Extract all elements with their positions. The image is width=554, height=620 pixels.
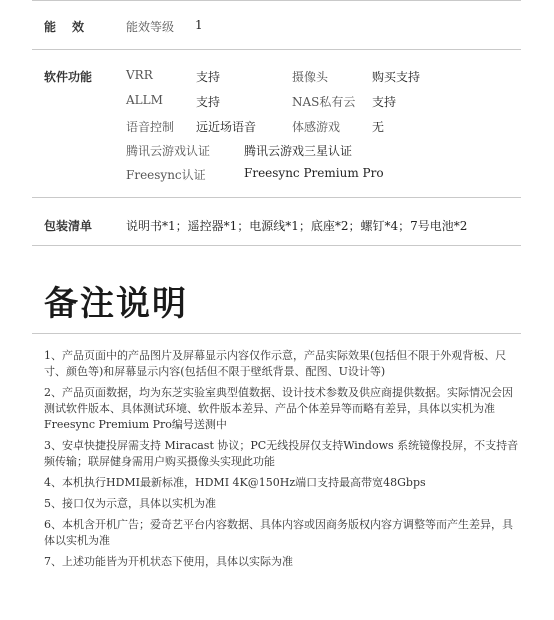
freesync-key: Freesync认证 xyxy=(126,168,206,182)
software-value: 支持 xyxy=(372,95,397,109)
remark-item: 1、产品页面中的产品图片及屏幕显示内容仅作示意，产品实际效果(包括但不限于外观背板、尺寸、颜色等)和屏幕显示内容(包括但不限于壁纸背景、配图、U设计等) xyxy=(44,349,507,378)
software-key: ALLM xyxy=(126,93,163,107)
remark-item: 7、上述功能皆为开机状态下使用，具体以实际为准 xyxy=(44,555,293,568)
remarks-list xyxy=(44,348,522,575)
remark-item: 6、本机含开机广告；爱奇艺平台内容数据、具体内容或因商务版权内容方调整等而产生差异，具体以实机为准 xyxy=(44,518,513,547)
divider xyxy=(32,197,521,198)
remark-item: 3、安卓快捷投屏需支持 Miracast 协议；PC无线投屏仅支持Windows 系统镜像投屏，不支持音频传输；联屏健身需用户购买摄像头实现此功能 xyxy=(44,439,519,468)
remark-item: 5、接口仅为示意，具体以实机为准 xyxy=(44,497,216,510)
software-key: VRR xyxy=(126,68,153,82)
package-value: 说明书*1；遥控器*1；电源线*1；底座*2；螺钉*4；7号电池*2 xyxy=(126,219,468,233)
divider xyxy=(32,0,521,1)
software-key: 摄像头 xyxy=(292,70,329,84)
software-value: 远近场语音 xyxy=(196,120,257,134)
software-value: 支持 xyxy=(196,95,221,109)
divider xyxy=(32,245,521,246)
remark-item: 2、产品页面数据，均为东芝实验室典型值数据、设计技术参数及供应商提供数据。实际情况会因测试软件版本、具体测试环境、软件版本差异、产品个体差异等而略有差异，具体以实机为准Freesync Premium Pro编号送测中 xyxy=(44,386,513,431)
software-value: 无 xyxy=(372,120,385,134)
tencent-value: 腾讯云游戏三星认证 xyxy=(244,144,353,158)
energy-key: 能效等级 xyxy=(126,20,175,34)
software-value: 支持 xyxy=(196,70,221,84)
software-value: 购买支持 xyxy=(372,70,421,84)
tencent-key: 腾讯云游戏认证 xyxy=(126,144,211,158)
software-key: NAS私有云 xyxy=(292,95,356,109)
package-label: 包装清单 xyxy=(44,219,93,233)
software-label: 软件功能 xyxy=(44,70,93,84)
divider xyxy=(32,333,521,334)
freesync-value: Freesync Premium Pro xyxy=(244,166,384,180)
remark-item: 4、本机执行HDMI最新标准，HDMI 4K@150Hz端口支持最高带宽48Gbps xyxy=(44,476,426,489)
energy-label: 能效 xyxy=(44,20,101,34)
software-key: 体感游戏 xyxy=(292,120,341,134)
software-key: 语音控制 xyxy=(126,120,175,134)
energy-value: 1 xyxy=(195,18,203,32)
remarks-title: 备注说明 xyxy=(44,284,188,324)
divider xyxy=(32,49,521,50)
